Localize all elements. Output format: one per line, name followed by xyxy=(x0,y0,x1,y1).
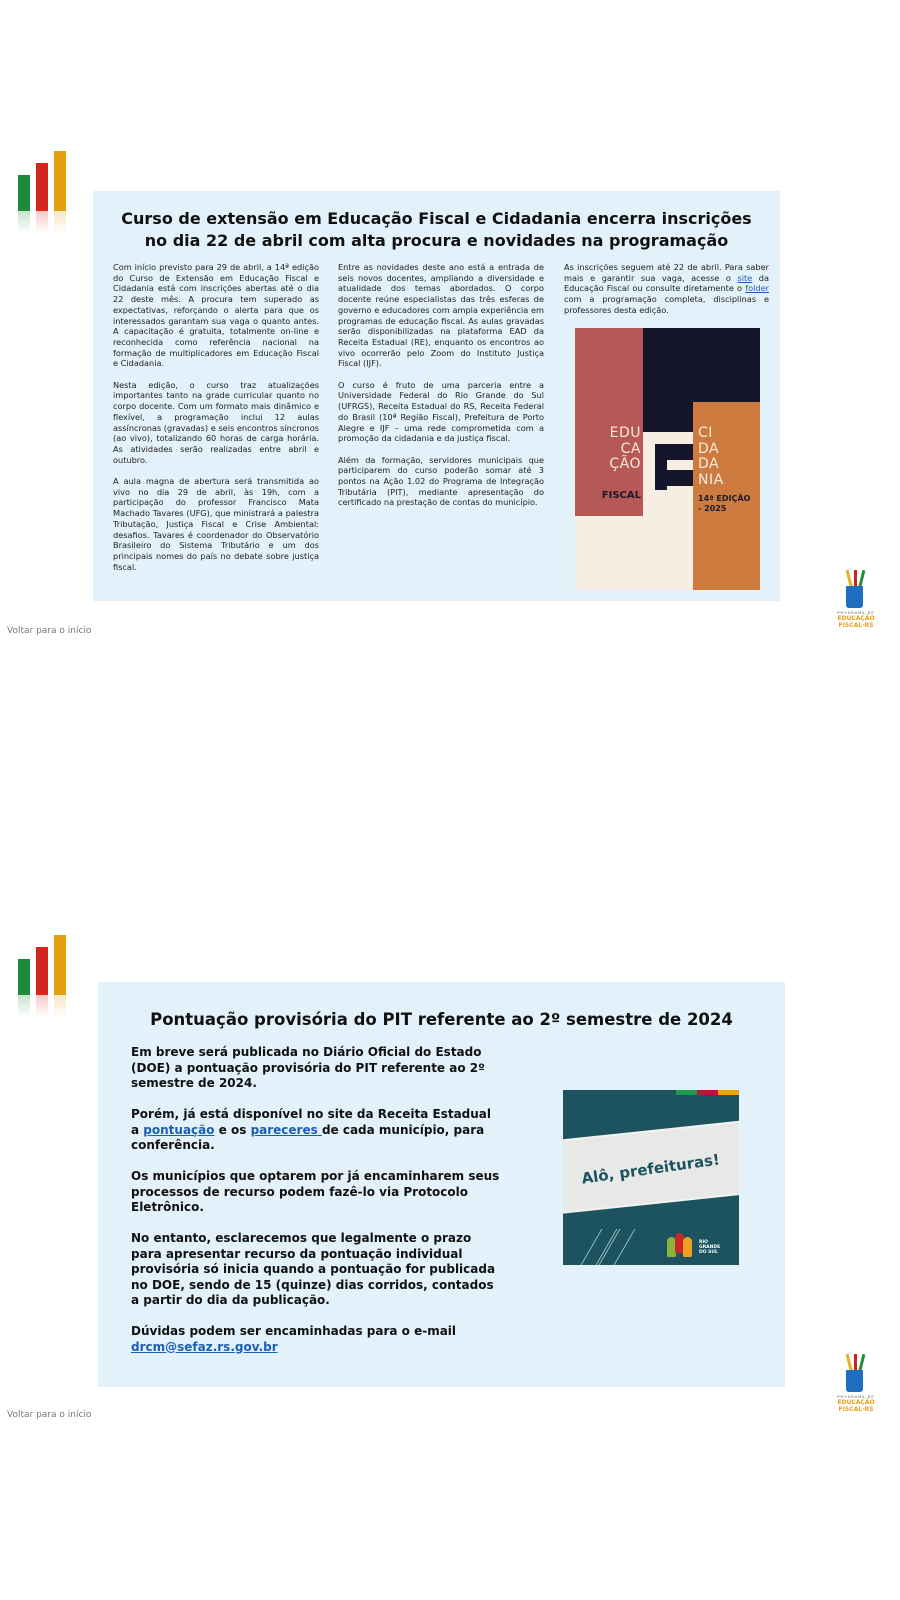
poster-fiscal-text: FISCAL xyxy=(601,490,641,501)
rs-brand-text: RIO GRANDE DO SUL xyxy=(699,1240,721,1255)
paragraph: O curso é fruto de uma parceria entre a Universidade Federal do Rio Grande do Sul (UFRGS), Receita Estadual do RS, Receita Federal do Brasil (10ª Região Fiscal), Prefeitura de Porto Alegre e IJF – uma rede comprometida com a promoção da cidadania e da justiça fiscal. xyxy=(338,379,544,444)
paragraph: Os municípios que optarem por já encaminharem seus processos de recurso podem fazê-lo via Protocolo Eletrônico. xyxy=(131,1169,500,1214)
bar-chart-logo-icon xyxy=(18,153,68,233)
back-to-top-link[interactable]: Voltar para o início xyxy=(7,1410,92,1420)
article-column-2 xyxy=(338,262,544,519)
pareceres-link[interactable]: pareceres xyxy=(250,1122,322,1137)
pencil-cup-icon xyxy=(846,1370,863,1392)
article-title: Pontuação provisória do PIT referente ao 2º semestre de 2024 xyxy=(150,1010,733,1029)
folder-link[interactable]: folder xyxy=(745,283,769,294)
article-body xyxy=(131,1045,501,1371)
alo-headline: Alô, prefeituras! xyxy=(580,1150,721,1188)
poster-educacao-text: EDU CA ÇÃO xyxy=(609,425,641,472)
article-card-course xyxy=(93,191,780,601)
alo-prefeituras-image xyxy=(563,1090,739,1265)
course-poster-image xyxy=(575,328,760,590)
paragraph: Entre as novidades deste ano está a entrada de seis novos docentes, ampliando a diversidade e atualidade dos temas abordados. O corpo docente reúne especialistas das três esferas de governo e educadores com ampla experiência em programas de educação fiscal. As aulas gravadas serão disponibilizadas na plataforma EAD da Receita Estadual (RE), enquanto os encontros ao vivo ocorrerão pelo Zoom do Instituto Justiça Fiscal (IJF). xyxy=(338,262,544,369)
poster-edition-text: 14ª EDIÇÃO - 2025 xyxy=(698,494,751,513)
back-to-top-link[interactable]: Voltar para o início xyxy=(7,626,92,636)
educacao-fiscal-logo: PROGRAMA DE EDUCAÇÃO FISCAL-RS xyxy=(833,568,879,638)
paragraph: As inscrições seguem até 22 de abril. Para saber mais e garantir sua vaga, acesse o site da Educação Fiscal ou consulte diretamente o folder com a programação completa, disciplinas e professores desta edição. xyxy=(564,262,769,315)
article-title: Curso de extensão em Educação Fiscal e Cidadania encerra inscrições no dia 22 de abril com alta procura e novidades na programação xyxy=(121,209,752,250)
paragraph: Com início previsto para 29 de abril, a 14ª edição do Curso de Extensão em Educação Fiscal e Cidadania está com inscrições abertas até o dia 22 deste mês. A procura tem superado as expectativas, reforçando o alerta para que os interessados garantam sua vaga o quanto antes. A capacitação é gratuita, totalmente on-line e reconhecida como referência nacional na formação de multiplicadores em Educação Fiscal e Cidadania. xyxy=(113,262,319,369)
article-card-pit xyxy=(98,982,785,1387)
paragraph: Porém, já está disponível no site da Receita Estadual a pontuação e os pareceres de cada município, para conferência. xyxy=(131,1107,492,1152)
paragraph: No entanto, esclarecemos que legalmente o prazo para apresentar recurso da pontuação individual provisória só inicia quando a pontuação for publicada no DOE, sendo de 15 (quinze) dias corridos, contados a partir do dia da publicação. xyxy=(131,1231,496,1307)
email-link[interactable]: drcm@sefaz.rs.gov.br xyxy=(131,1339,278,1354)
article-column-3 xyxy=(564,262,769,326)
paragraph: Em breve será publicada no Diário Oficial do Estado (DOE) a pontuação provisória do PIT referente ao 2º semestre de 2024. xyxy=(131,1045,485,1090)
site-link[interactable]: site xyxy=(737,272,753,283)
poster-cidadania-text: CI DA DA NIA xyxy=(698,425,724,488)
educacao-fiscal-logo: PROGRAMA DE EDUCAÇÃO FISCAL-RS xyxy=(833,1352,879,1422)
paragraph: Dúvidas podem ser encaminhadas para o e-mail drcm@sefaz.rs.gov.br xyxy=(131,1324,457,1354)
pencil-cup-icon xyxy=(846,586,863,608)
bar-chart-logo-icon xyxy=(18,937,68,1017)
rs-government-logo-icon xyxy=(667,1233,697,1257)
paragraph: A aula magna de abertura será transmitida ao vivo no dia 29 de abril, às 19h, com a participação do professor Francisco Mata Machado Tavares (UFG), que ministrará a palestra Tributação, Justiça Fiscal e Crise Ambiental: desafios. Tavares é coordenador do Observatório Brasileiro do Sistema Tributário e um dos principais nomes do país no debate sobre justiça fiscal. xyxy=(113,476,319,572)
paragraph: Nesta edição, o curso traz atualizações importantes tanto na grade curricular quanto no corpo docente. Com um formato mais dinâmico e flexível, a programação inclui 12 aulas assíncronas (gravadas) e seis encontros síncronos (ao vivo), totalizando 60 horas de carga horária. As atividades serão realizadas entre abril e outubro. xyxy=(113,379,319,465)
pontuacao-link[interactable]: pontuação xyxy=(143,1122,215,1137)
article-column-1 xyxy=(113,262,319,583)
paragraph: Além da formação, servidores municipais que participarem do curso poderão somar até 3 pontos na Ação 1.02 do Programa de Integração Tributária (PIT), mediante apresentação do certificado na prestação de contas do município. xyxy=(338,454,544,508)
color-stripes xyxy=(676,1090,739,1095)
